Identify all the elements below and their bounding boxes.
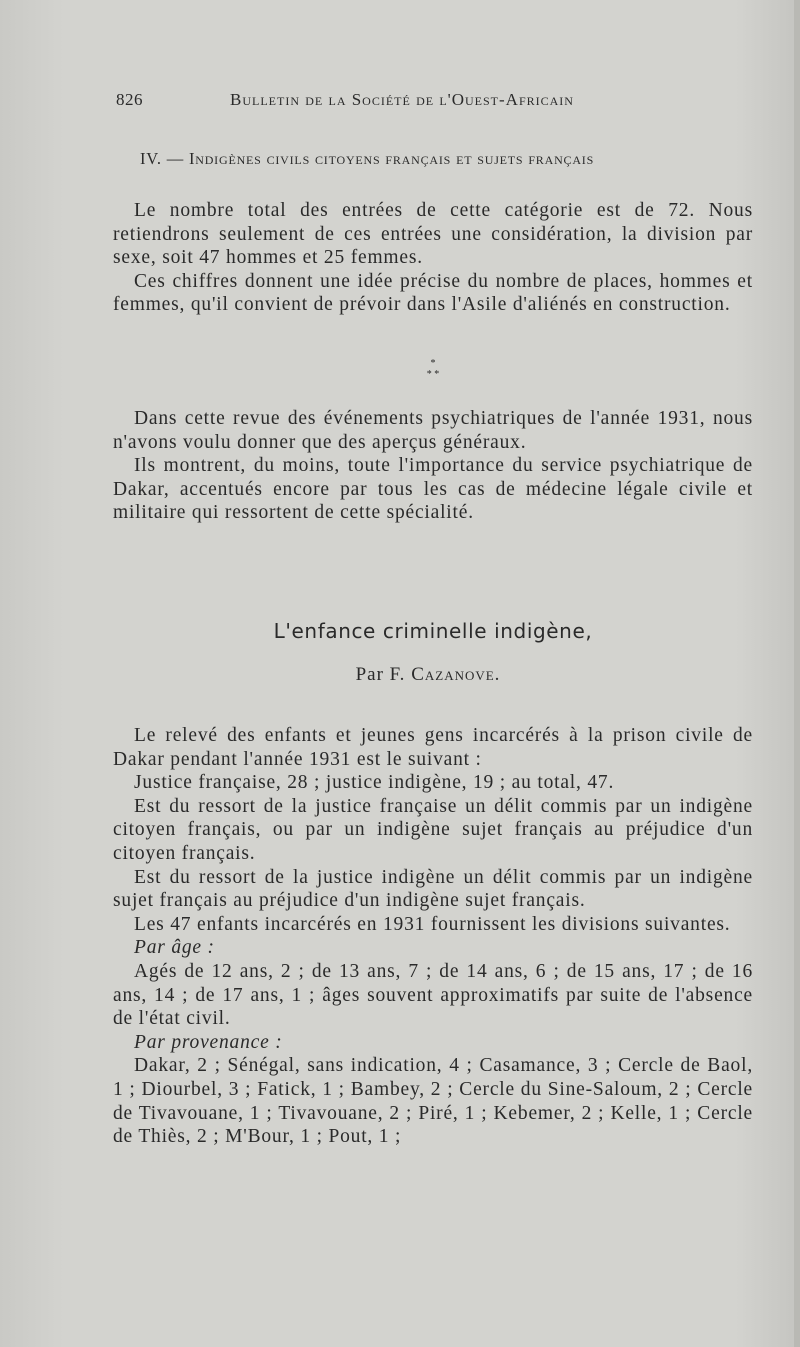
running-title: Bulletin de la Société de l'Ouest-Africain: [230, 90, 574, 109]
asterism-bottom: * *: [426, 369, 440, 380]
conclusion-body: [113, 407, 753, 525]
age-paragraph: Agés de 12 ans, 2 ; de 13 ans, 7 ; de 14 ans, 6 ; de 15 ans, 17 ; de 16 ans, 14 ; de 17 ans, 1 ; âges souvent approximatifs par suite de l'absence de l'état civil.: [113, 960, 753, 1030]
paragraph: Ces chiffres donnent une idée précise du nombre de places, hommes et femmes, qu'il convient de prévoir dans l'Asile d'aliénés en construction.: [113, 270, 753, 316]
origin-paragraph: Dakar, 2 ; Sénégal, sans indication, 4 ; Casamance, 3 ; Cercle de Baol, 1 ; Diourbel, 3 ; Fatick, 1 ; Bambey, 2 ; Cercle du Sine-Saloum, 2 ; Cercle de Tivavouane, 1 ; Tivavouane, 2 ; Piré, 1 ; Kebemer, 2 ; Kelle, 1 ; Cercle de Thiès, 2 ; M'Bour, 1 ; Pout, 1 ;: [113, 1055, 753, 1148]
paragraph: Dans cette revue des événements psychiatriques de l'année 1931, nous n'avons voulu donner que des aperçus généraux.: [113, 408, 753, 453]
article-title: L'enfance criminelle indigène,: [273, 619, 593, 643]
author-name: Cazanove.: [411, 664, 501, 685]
byline: [0, 664, 800, 686]
paragraph: Est du ressort de la justice indigène un délit commis par un indigène sujet français au préjudice d'un indigène sujet français.: [113, 866, 753, 912]
age-heading: Par âge :: [134, 937, 215, 959]
asterism: [418, 358, 448, 380]
article-body: [113, 724, 753, 1149]
byline-prefix: Par F.: [355, 664, 406, 685]
paragraph: Ils montrent, du moins, toute l'importance du service psychiatrique de Dakar, accentués encore par tous les cas de médecine légale civile et militaire qui ressortent de cette spécialité.: [113, 455, 753, 524]
paragraph: Les 47 enfants incarcérés en 1931 fournissent les divisions suivantes.: [134, 913, 731, 935]
origin-heading: Par provenance :: [134, 1031, 283, 1053]
section-body: [113, 199, 753, 317]
paragraph: Le relevé des enfants et jeunes gens incarcérés à la prison civile de Dakar pendant l'année 1931 est le suivant :: [113, 725, 753, 770]
paragraph: Est du ressort de la justice française un délit commis par un indigène citoyen français, ou par un indigène sujet français au préjudice d'un citoyen français.: [113, 795, 753, 864]
section-heading: IV. — Indigènes civils citoyens français et sujets français: [140, 149, 595, 168]
asterism-top: *: [430, 358, 436, 369]
page-number: 826: [116, 90, 143, 109]
paragraph: Le nombre total des entrées de cette catégorie est de 72. Nous retiendrons seulement de ces entrées une considération, la division par sexe, soit 47 hommes et 25 femmes.: [113, 200, 753, 269]
paragraph: Justice française, 28 ; justice indigène, 19 ; au total, 47.: [134, 772, 615, 794]
